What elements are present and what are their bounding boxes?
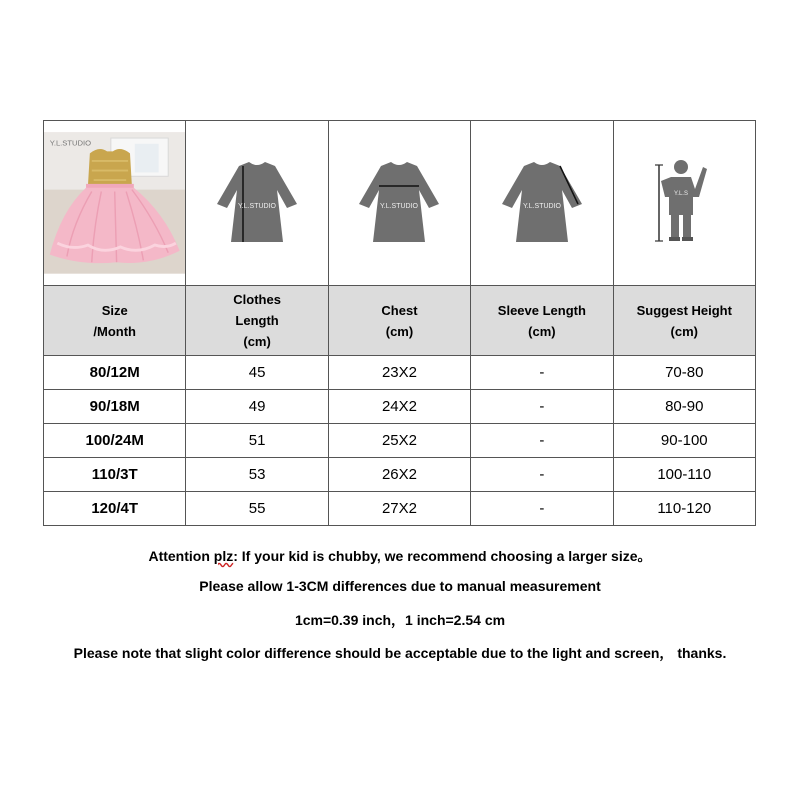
size-cell: 80/12M — [44, 356, 186, 390]
icon-brand-text: Y.L.STUDIO — [238, 203, 277, 210]
kid-brand-text: Y.L.S — [674, 191, 689, 197]
chest-cell: 24X2 — [328, 390, 470, 424]
chest-cell: 26X2 — [328, 458, 470, 492]
clothes-length-illustration-cell — [186, 121, 328, 286]
header-size: Size /Month — [44, 286, 186, 356]
size-cell: 100/24M — [44, 424, 186, 458]
sleeve-length-cell: - — [471, 424, 613, 458]
table-row — [44, 492, 756, 526]
unit-conversion-note: 1cm=0.39 inch，1 inch=2.54 cm — [294, 612, 506, 628]
header-clothes-length: Clothes Length (cm) — [186, 286, 328, 356]
size-chart — [43, 120, 756, 526]
product-photo-cell — [44, 121, 186, 286]
table-row — [44, 424, 756, 458]
attention-prefix: Attention — [148, 548, 214, 564]
suggest-height-cell: 100-110 — [613, 458, 755, 492]
kid-height-icon — [649, 153, 719, 253]
clothes-length-cell: 55 — [186, 492, 328, 526]
icon-brand-text: Y.L.STUDIO — [380, 203, 419, 210]
icon-brand-text: Y.L.STUDIO — [522, 203, 561, 210]
table-row — [44, 390, 756, 424]
header-suggest-height: Suggest Height (cm) — [613, 286, 755, 356]
sleeve-dress-icon — [492, 158, 592, 248]
sleeve-length-cell: - — [471, 492, 613, 526]
height-illustration-cell — [613, 121, 755, 286]
sleeve-length-cell: - — [471, 458, 613, 492]
suggest-height-cell: 90-100 — [613, 424, 755, 458]
clothes-length-dress-icon — [207, 158, 307, 248]
table-row — [44, 458, 756, 492]
header-row — [44, 286, 756, 356]
header-chest: Chest (cm) — [328, 286, 470, 356]
size-cell: 110/3T — [44, 458, 186, 492]
header-sleeve-length: Sleeve Length (cm) — [471, 286, 613, 356]
suggest-height-cell: 70-80 — [613, 356, 755, 390]
color-difference-note: Please note that slight color difference should be acceptable due to the light and screen， thanks. — [73, 645, 727, 661]
clothes-length-cell: 53 — [186, 458, 328, 492]
table-row — [44, 356, 756, 390]
attention-rest: : If your kid is chubby, we recommend choosing a larger size。 — [233, 548, 652, 564]
suggest-height-cell: 80-90 — [613, 390, 755, 424]
sleeve-illustration-cell — [471, 121, 613, 286]
sleeve-length-cell: - — [471, 390, 613, 424]
size-table — [43, 120, 756, 526]
chest-illustration-cell — [328, 121, 470, 286]
chest-cell: 25X2 — [328, 424, 470, 458]
chest-dress-icon — [349, 158, 449, 248]
size-cell: 120/4T — [44, 492, 186, 526]
chest-cell: 23X2 — [328, 356, 470, 390]
photo-brand-tag: Y.L.STUDIO — [49, 138, 92, 148]
suggest-height-cell: 110-120 — [613, 492, 755, 526]
clothes-length-cell: 51 — [186, 424, 328, 458]
size-cell: 90/18M — [44, 390, 186, 424]
measurement-note: Please allow 1-3CM differences due to manual measurement — [199, 578, 601, 594]
clothes-length-cell: 49 — [186, 390, 328, 424]
attention-word: plz — [213, 548, 234, 564]
sleeve-length-cell: - — [471, 356, 613, 390]
attention-note — [0, 546, 800, 566]
clothes-length-cell: 45 — [186, 356, 328, 390]
chest-cell: 27X2 — [328, 492, 470, 526]
illustration-row — [44, 121, 756, 286]
product-photo — [44, 129, 185, 277]
